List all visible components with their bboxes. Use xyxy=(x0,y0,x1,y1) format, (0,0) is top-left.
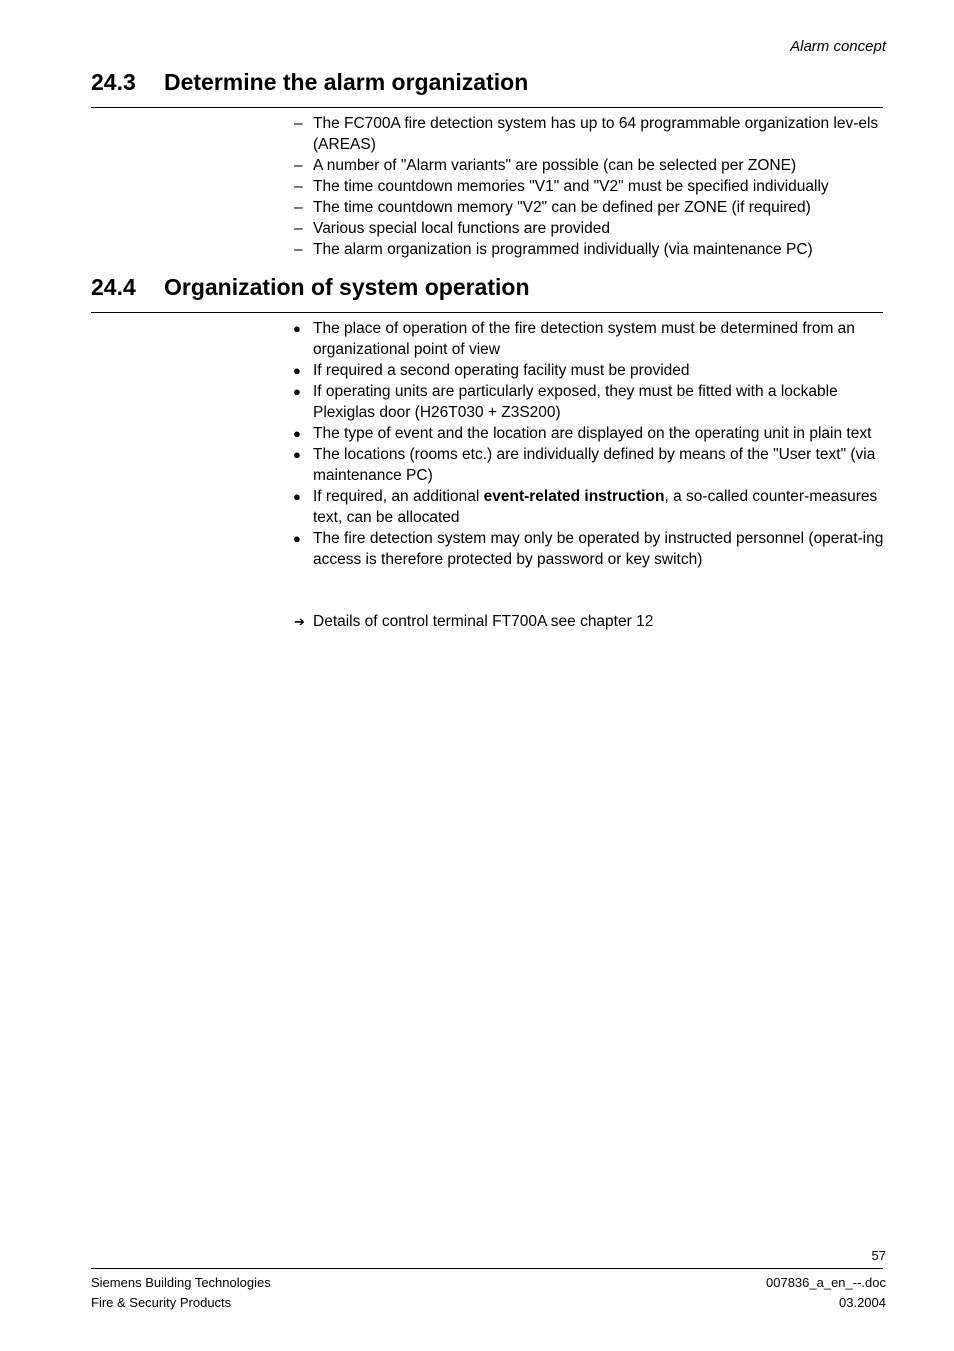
list-item: ● The place of operation of the fire detection system must be determined from an organizational point of view xyxy=(293,320,855,358)
section-number: 24.3 xyxy=(91,69,136,95)
cross-reference-note xyxy=(292,611,885,632)
dash-marker: – xyxy=(294,199,303,216)
list-item: ● The type of event and the location are displayed on the operating unit in plain text xyxy=(293,425,872,442)
list-item: – The alarm organization is programmed individually (via maintenance PC) xyxy=(294,241,813,258)
page-number: 57 xyxy=(871,1248,886,1263)
footer-date: 03.2004 xyxy=(839,1295,886,1310)
list-item: – The time countdown memory "V2" can be defined per ZONE (if required) xyxy=(294,199,811,216)
footer-right xyxy=(766,1273,886,1313)
cross-reference-text: Details of control terminal FT700A see chapter 12 xyxy=(313,613,654,630)
list-item: – The time countdown memories "V1" and "V2" must be specified individually xyxy=(294,178,829,195)
footer-left xyxy=(91,1273,271,1313)
section-heading: Determine the alarm organization xyxy=(164,69,529,95)
emphasis-text: event-related instruction xyxy=(483,488,665,505)
bullet-icon: ● xyxy=(293,363,301,378)
dash-marker: – xyxy=(294,178,303,195)
footer-document-id: 007836_a_en_--.doc xyxy=(766,1275,886,1290)
alarm-organization-list xyxy=(292,113,885,260)
list-item: – A number of "Alarm variants" are possible (can be selected per ZONE) xyxy=(294,157,797,174)
dash-marker: – xyxy=(294,220,303,237)
list-item: ● If required, an additional event-related instruction, a so-called counter-measures text, can be allocated xyxy=(293,488,878,526)
footer-division: Fire & Security Products xyxy=(91,1295,232,1310)
section-rule xyxy=(91,107,883,108)
bullet-icon: ● xyxy=(293,426,301,441)
dash-marker: – xyxy=(294,157,303,174)
bullet-icon: ● xyxy=(293,384,301,399)
section-title-24-3 xyxy=(91,69,528,96)
section-title-24-4 xyxy=(91,274,530,301)
footer-company: Siemens Building Technologies xyxy=(91,1275,271,1290)
bullet-icon: ● xyxy=(293,447,301,462)
section-rule xyxy=(91,312,883,313)
bullet-icon: ● xyxy=(293,489,301,504)
bullet-icon: ● xyxy=(293,321,301,336)
dash-marker: – xyxy=(294,115,303,132)
bullet-icon: ● xyxy=(293,531,301,546)
list-item: ● If required a second operating facility must be provided xyxy=(293,362,690,379)
footer-rule xyxy=(91,1268,883,1269)
section-number: 24.4 xyxy=(91,274,136,300)
running-header: Alarm concept xyxy=(790,38,886,55)
list-item: – Various special local functions are provided xyxy=(294,220,610,237)
system-operation-list xyxy=(292,318,885,570)
dash-marker: – xyxy=(294,241,303,258)
list-item: – The FC700A fire detection system has up to 64 programmable organization lev-els (AREAS) xyxy=(294,115,879,153)
list-item: ● If operating units are particularly exposed, they must be fitted with a lockable Plexiglas door (H26T030 + Z3S200) xyxy=(293,383,838,421)
section-heading: Organization of system operation xyxy=(164,274,530,300)
arrow-right-icon: ➔ xyxy=(294,614,305,629)
list-item: ● The locations (rooms etc.) are individually defined by means of the "User text" (via maintenance PC) xyxy=(293,446,876,484)
list-item: ● The fire detection system may only be operated by instructed personnel (operat-ing access is therefore protected by password or key switch) xyxy=(293,530,884,568)
